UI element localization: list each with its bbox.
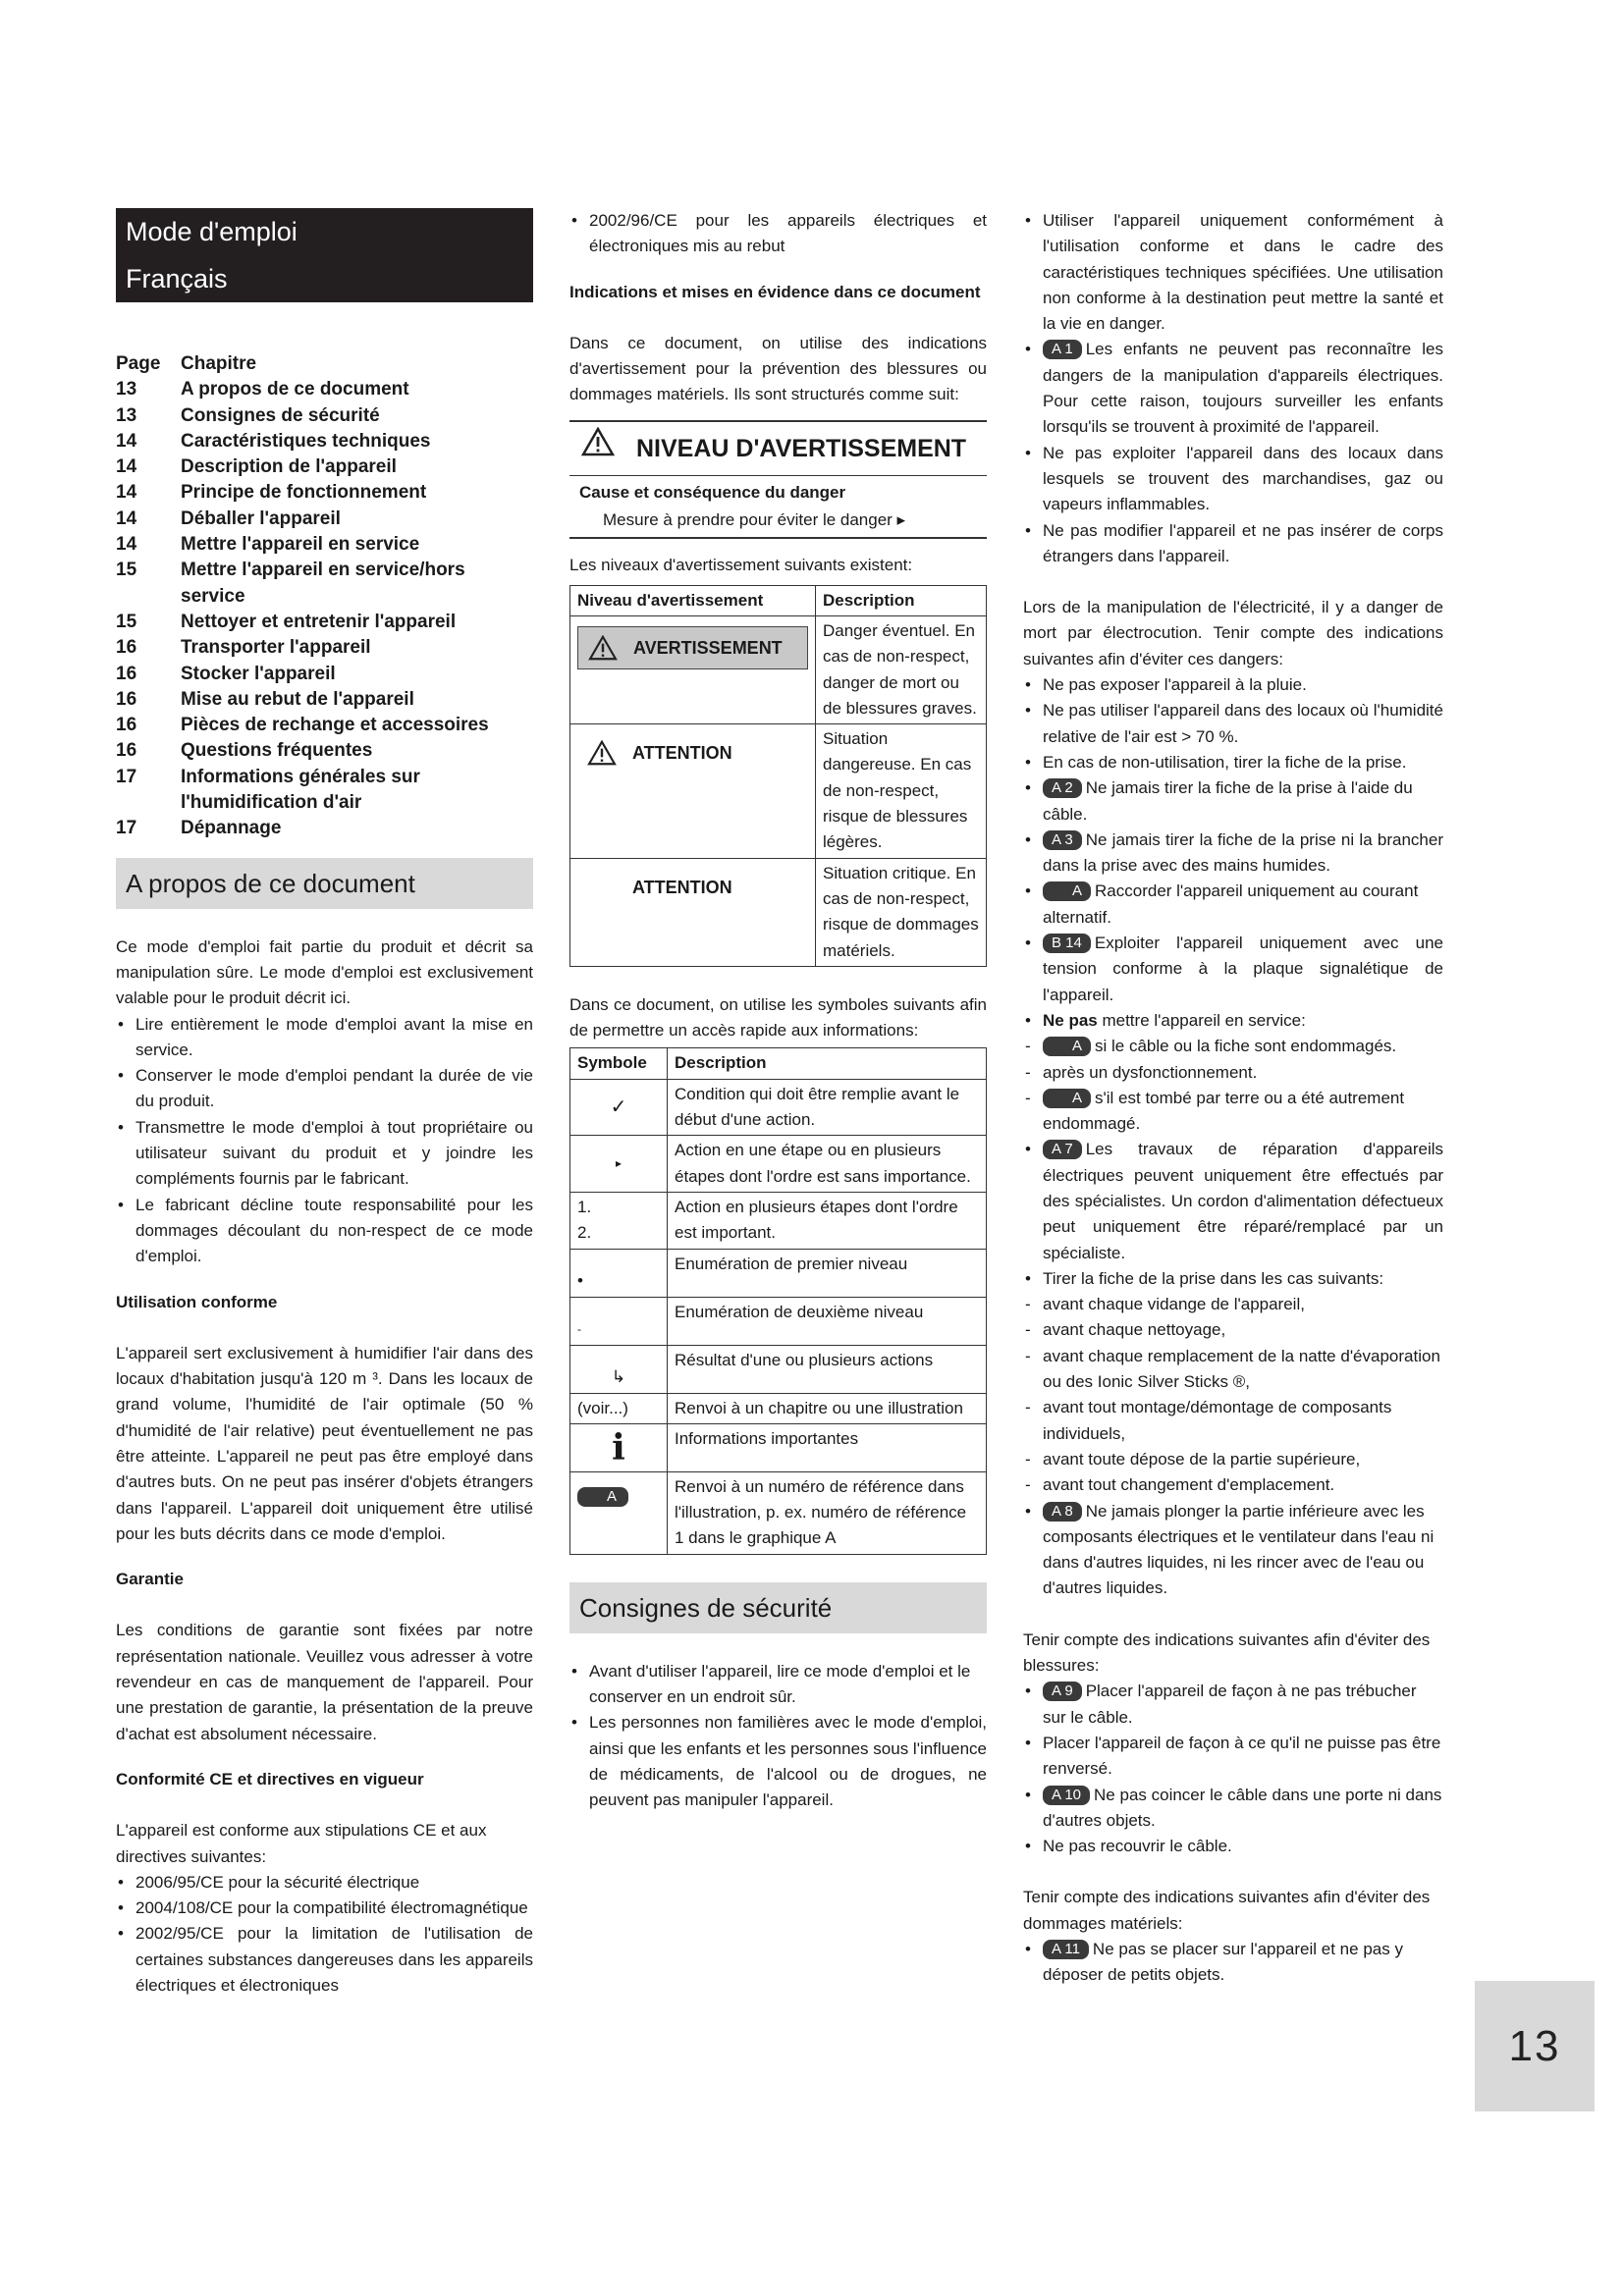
list-item: • Ne pas exploiter l'appareil dans des locaux dans lesquels se trouvent des marchandises, gaz ou vapeurs inflammables. [1023, 441, 1443, 518]
heading-warranty: Garantie [116, 1570, 184, 1589]
toc-row[interactable]: 14 Principe de fonctionnement [116, 482, 427, 504]
column-3 [1023, 208, 1443, 1989]
list-item: • Tirer la fiche de la prise dans les cas suivants: [1023, 1266, 1443, 1292]
indications-text: Dans ce document, on utilise des indications d'avertissement pour la prévention des blessures ou dommages matériels. Ils sont structurés comme suit: [569, 333, 987, 404]
list-item: • Conserver le mode d'emploi pendant la durée de vie du produit. [116, 1063, 533, 1115]
header-language: Français [126, 264, 228, 294]
material-list [1023, 1937, 1443, 1989]
header-title: Mode d'emploi [126, 217, 298, 246]
list-item: • Ne pas mettre l'appareil en service: [1023, 1008, 1443, 1034]
table-row: 1. 2. Action en plusieurs étapes dont l'ordre est important. [570, 1192, 987, 1249]
injury-list [1023, 1679, 1443, 1859]
reference-badge: A [1043, 1037, 1091, 1056]
electricity-list-2 [1023, 1137, 1443, 1292]
list-item: • 2002/96/CE pour les appareils électriques et électroniques mis au rebut [569, 208, 987, 260]
list-item: - avant chaque remplacement de la natte d'évaporation ou des Ionic Silver Sticks ®, [1023, 1344, 1443, 1396]
level-description: Situation dangereuse. En cas de non-respect, risque de blessures légères. [816, 724, 987, 858]
column-2 [569, 208, 987, 1813]
symbols-intro: Dans ce document, on utilise les symboles suivants afin de permettre un accès rapide aux informations: [569, 994, 987, 1041]
reference-badge-icon: A [577, 1487, 628, 1507]
table-row: ↳ Résultat d'une ou plusieurs actions [570, 1345, 987, 1393]
list-item: • Ne pas recouvrir le câble. [1023, 1834, 1443, 1859]
toc-row[interactable]: 13 A propos de ce document [116, 379, 409, 400]
toc-header: Page Chapitre [116, 353, 257, 374]
column-1 [116, 208, 533, 1999]
section-title-safety: Consignes de sécurité [569, 1582, 987, 1633]
list-item: • 2002/95/CE pour la limitation de l'utilisation de certaines substances dangereuses dans les appareils électriques et électroniques [116, 1921, 533, 1999]
list-item: • B 14 Exploiter l'appareil uniquement avec une tension conforme à la plaque signalétique de l'appareil. [1023, 931, 1443, 1008]
warranty-text: Les conditions de garantie sont fixées par notre représentation nationale. Veuillez vous adresser à votre revendeur en cas de manquement de l'appareil. Pour une prestation de garantie, la présentation de la preuve d'achat est absolument nécessaire. [116, 1621, 533, 1743]
material-intro: Tenir compte des indications suivantes afin d'éviter des dommages matériels: [1023, 1888, 1431, 1933]
list-item: - A si le câble ou la fiche sont endommagés. [1023, 1034, 1443, 1059]
table-row: Niveau d'avertissement Description [570, 585, 987, 615]
table-row: ▸ Action en une étape ou en plusieurs étapes dont l'ordre est sans importance. [570, 1136, 987, 1193]
warning-example-box [569, 420, 987, 540]
list-item: • Placer l'appareil de façon à ce qu'il ne puisse pas être renversé. [1023, 1731, 1443, 1783]
list-item: • 2004/108/CE pour la compatibilité électromagnétique [116, 1896, 533, 1921]
action-arrow-icon: ▸ [570, 1136, 668, 1193]
heading-indications: Indications et mises en évidence dans ce document [569, 282, 981, 301]
list-item: - avant tout montage/démontage de composants individuels, [1023, 1395, 1443, 1447]
result-arrow-icon: ↳ [570, 1345, 668, 1393]
reference-badge: A [1043, 1089, 1091, 1108]
heading-ce: Conformité CE et directives en vigueur [116, 1769, 424, 1789]
list-item: • Ne pas exposer l'appareil à la pluie. [1023, 672, 1443, 698]
reference-badge: A 2 [1043, 778, 1082, 798]
table-row: i Informations importantes [570, 1423, 987, 1471]
list-item: • A 8 Ne jamais plonger la partie inférieure avec les composants électriques et le ventilateur dans l'eau ni dans d'autres liquides, ni les rincer avec de l'eau ou d'autres liquides. [1023, 1499, 1443, 1602]
electricity-list [1023, 672, 1443, 1034]
list-item: • A 2 Ne jamais tirer la fiche de la prise à l'aide du câble. [1023, 775, 1443, 828]
list-item: • Avant d'utiliser l'appareil, lire ce mode d'emploi et le conserver en un endroit sûr. [569, 1659, 987, 1711]
symbols-table [569, 1047, 987, 1554]
bullet-icon: • [570, 1249, 668, 1297]
level-description: Situation critique. En cas de non-respect, risque de dommages matériels. [816, 858, 987, 966]
info-icon: i [570, 1423, 668, 1471]
electricity-list-3 [1023, 1499, 1443, 1602]
list-item: • A 11 Ne pas se placer sur l'appareil et ne pas y déposer de petits objets. [1023, 1937, 1443, 1989]
about-list [116, 1012, 533, 1270]
reference-badge: A 10 [1043, 1786, 1090, 1805]
table-row [570, 724, 987, 858]
table-of-contents [116, 351, 533, 842]
warning-levels-table [569, 585, 987, 967]
list-item: • En cas de non-utilisation, tirer la fiche de la prise. [1023, 750, 1443, 775]
level-description: Danger éventuel. En cas de non-respect, danger de mort ou de blessures graves. [816, 615, 987, 723]
toc-row[interactable]: 15 Mettre l'appareil en service/hors service [116, 560, 465, 607]
list-item: • 2006/95/CE pour la sécurité électrique [116, 1870, 533, 1896]
page-number: 13 [1475, 1981, 1595, 2111]
ce-list [116, 1870, 533, 1999]
level-label: ATTENTION [632, 877, 732, 897]
toc-row[interactable]: 17 Dépannage [116, 818, 282, 839]
toc-row[interactable]: 16 Stocker l'appareil [116, 663, 336, 684]
list-item: • A 9 Placer l'appareil de façon à ne pas trébucher sur le câble. [1023, 1679, 1443, 1731]
manual-header [116, 208, 533, 302]
list-item: - avant tout changement d'emplacement. [1023, 1472, 1443, 1498]
toc-row[interactable]: 13 Consignes de sécurité [116, 404, 380, 426]
table-row [570, 858, 987, 966]
warning-level-title: NIVEAU D'AVERTISSEMENT [636, 434, 967, 462]
toc-row[interactable]: 15 Nettoyer et entretenir l'appareil [116, 611, 457, 632]
toc-row[interactable]: 14 Description de l'appareil [116, 456, 397, 478]
reference-badge: A 7 [1043, 1140, 1082, 1159]
about-intro: Ce mode d'emploi fait partie du produit et décrit sa manipulation sûre. Le mode d'emploi est exclusivement valable pour le produit décrit ici. [116, 936, 533, 1008]
reference-badge: A 1 [1043, 340, 1082, 359]
table-row: Symbole Description [570, 1048, 987, 1079]
table-row: A Renvoi à un numéro de référence dans l'illustration, p. ex. numéro de référence 1 dans le graphique A [570, 1471, 987, 1554]
list-item: • Ne pas modifier l'appareil et ne pas insérer de corps étrangers dans l'appareil. [1023, 518, 1443, 570]
reference-badge: A [1043, 881, 1091, 901]
list-item: • A Raccorder l'appareil uniquement au courant alternatif. [1023, 879, 1443, 931]
toc-row[interactable]: 14 Mettre l'appareil en service [116, 534, 420, 556]
list-item: - après un dysfonctionnement. [1023, 1060, 1443, 1086]
list-item: - A s'il est tombé par terre ou a été autrement endommagé. [1023, 1086, 1443, 1138]
list-item: • Le fabricant décline toute responsabilité pour les dommages découlant du non-respect de ce mode d'emploi. [116, 1193, 533, 1270]
list-item: • Utiliser l'appareil uniquement conformément à l'utilisation conforme et dans le cadre des caractéristiques techniques spécifiées. Une utilisation non conforme à la destination peut mettre la santé et la vie en danger. [1023, 208, 1443, 337]
level-label: AVERTISSEMENT [633, 637, 783, 658]
table-row: ✓ Condition qui doit être remplie avant le début d'une action. [570, 1079, 987, 1136]
levels-intro: Les niveaux d'avertissement suivants existent: [569, 556, 913, 575]
list-item: • Les personnes non familières avec le mode d'emploi, ainsi que les enfants et les personnes sous l'influence de médicaments, de l'alcool ou de drogues, ne peuvent pas manipuler l'appareil. [569, 1710, 987, 1813]
ce-text: L'appareil est conforme aux stipulations CE et aux directives suivantes: [116, 1821, 487, 1866]
sub-list [1023, 1034, 1443, 1137]
table-row: • Enumération de premier niveau [570, 1249, 987, 1297]
reference-badge: A 8 [1043, 1502, 1082, 1522]
toc-row[interactable]: 14 Caractéristiques techniques [116, 430, 431, 452]
list-item: • A 1 Les enfants ne peuvent pas reconnaître les dangers de la manipulation d'appareils électriques. Pour cette raison, toujours surveiller les enfants lorsqu'ils se trouvent à proximité de l'appareil. [1023, 337, 1443, 440]
reference-badge: A 3 [1043, 830, 1082, 850]
level-label: ATTENTION [632, 743, 732, 764]
list-item: • Transmettre le mode d'emploi à tout propriétaire ou utilisateur suivant du produit et y joindre les compléments fournis par le fabricant. [116, 1115, 533, 1193]
warning-triangle-icon [588, 635, 618, 661]
injury-intro: Tenir compte des indications suivantes afin d'éviter des blessures: [1023, 1629, 1431, 1676]
list-item: - avant toute dépose de la partie supérieure, [1023, 1447, 1443, 1472]
reference-badge: A 11 [1043, 1940, 1089, 1959]
list-item: • A 10 Ne pas coincer le câble dans une porte ni dans d'autres objets. [1023, 1783, 1443, 1835]
safety-list [569, 1659, 987, 1814]
table-row: - Enumération de deuxième niveau [570, 1297, 987, 1345]
warning-triangle-icon [587, 740, 617, 766]
toc-row[interactable]: 16 Transporter l'appareil [116, 637, 371, 659]
toc-row[interactable]: 16 Mise au rebut de l'appareil [116, 688, 414, 710]
dash-icon: - [570, 1297, 668, 1345]
list-item: • A 7 Les travaux de réparation d'appareils électriques peuvent uniquement être effectués par des spécialistes. Un cordon d'alimentation défectueux peut uniquement être réparé/remplacé par un spécialiste. [1023, 1137, 1443, 1265]
toc-row[interactable]: 16 Questions fréquentes [116, 740, 373, 762]
heading-use: Utilisation conforme [116, 1292, 278, 1311]
list-item: • Ne pas utiliser l'appareil dans des locaux où l'humidité relative de l'air est > 70 %. [1023, 698, 1443, 750]
electricity-intro: Lors de la manipulation de l'électricité, il y a danger de mort par électrocution. Tenir compte des indications suivantes afin d'éviter ces dangers: [1023, 598, 1443, 668]
reference-badge: B 14 [1043, 934, 1091, 953]
table-row [570, 615, 987, 723]
toc-row[interactable]: 17 Informations générales sur l'humidification d'air [116, 766, 420, 814]
reference-badge: A 9 [1043, 1682, 1082, 1701]
warning-triangle-icon [581, 422, 615, 475]
sub-list [1023, 1292, 1443, 1498]
use-text: L'appareil sert exclusivement à humidifier l'air dans des locaux d'habitation jusqu'à 120 m ³. Dans les locaux de grand volume, l'humidité de l'air optimale (50 % d'humidité de l'air relative) peut éventuellement ne pas être atteinte. L'appareil ne peut pas être employé dans d'autres buts. On ne peut pas insérer d'objets étrangers dans l'appareil. L'appareil doit uniquement être utilisé pour les buts décrits dans ce mode d'emploi. [116, 1343, 533, 1543]
warning-measure: Mesure à prendre pour éviter le danger ▸ [603, 510, 906, 530]
ce-list-continued [569, 208, 987, 260]
list-item: - avant chaque nettoyage, [1023, 1317, 1443, 1343]
table-row: (voir...) Renvoi à un chapitre ou une illustration [570, 1393, 987, 1423]
list-item: - avant chaque vidange de l'appareil, [1023, 1292, 1443, 1317]
list-item: • Lire entièrement le mode d'emploi avant la mise en service. [116, 1012, 533, 1064]
toc-row[interactable]: 16 Pièces de rechange et accessoires [116, 715, 489, 736]
section-title-about: A propos de ce document [116, 858, 533, 909]
checkmark-icon: ✓ [570, 1079, 668, 1136]
safety-list-continued [1023, 208, 1443, 569]
list-item: • A 3 Ne jamais tirer la fiche de la prise ni la brancher dans la prise avec des mains humides. [1023, 828, 1443, 880]
warning-cause: Cause et conséquence du danger [579, 482, 846, 502]
toc-row[interactable]: 14 Déballer l'appareil [116, 507, 341, 529]
